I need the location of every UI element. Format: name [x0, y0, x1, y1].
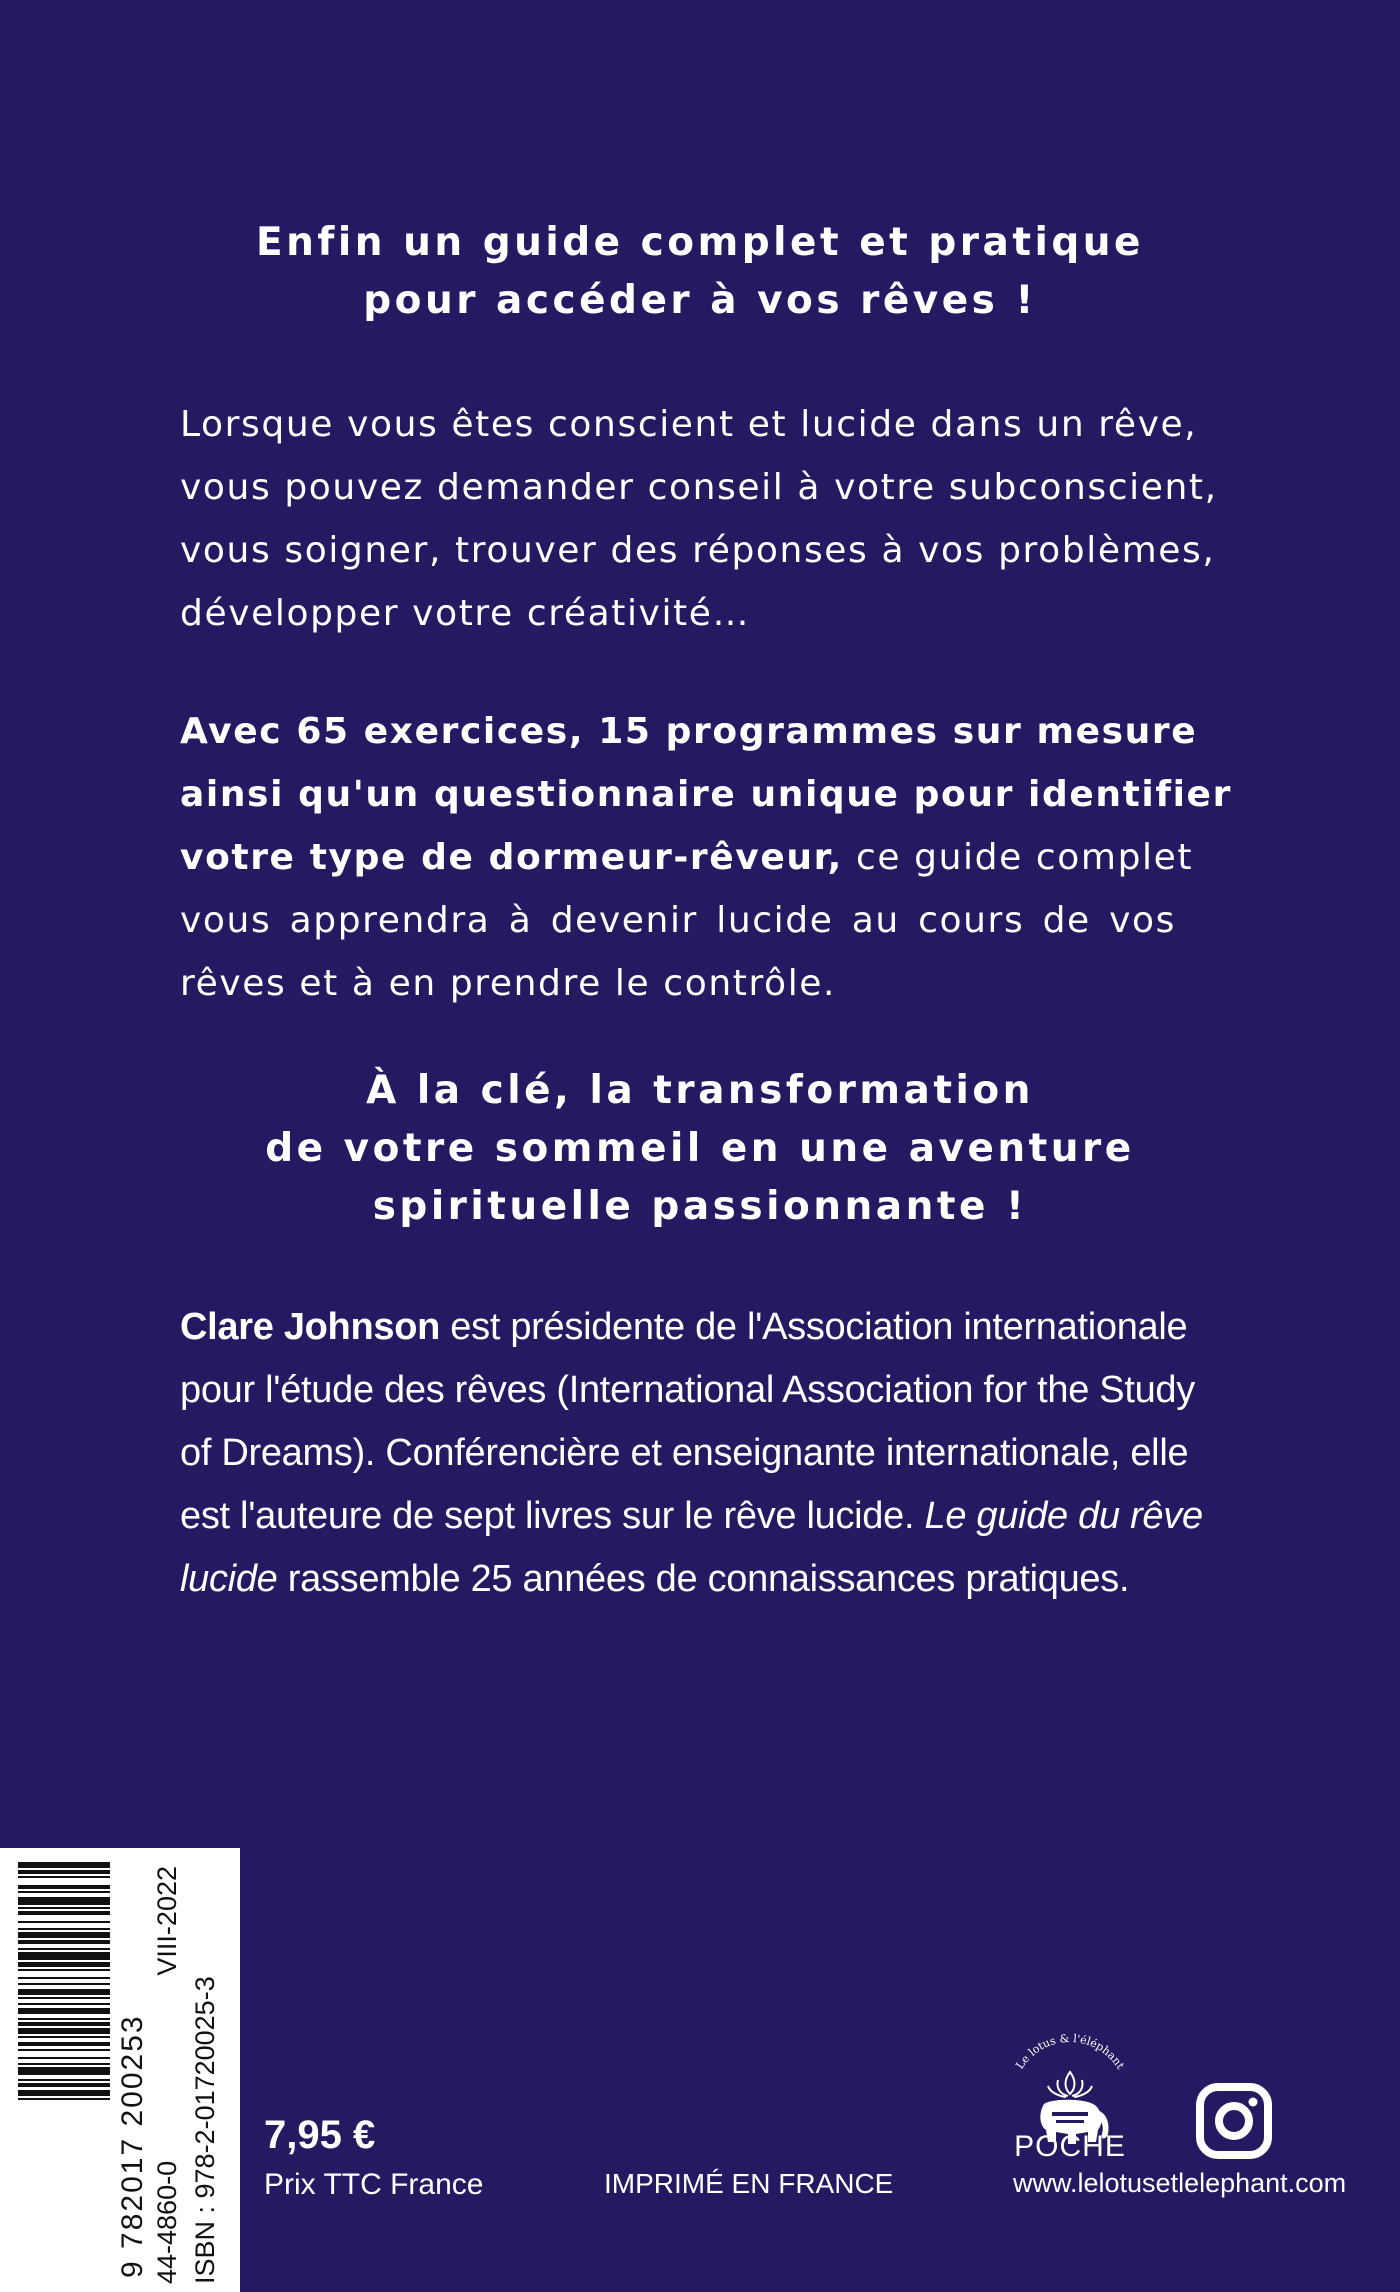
barcode-bar: [18, 2057, 110, 2059]
bio-text: est l'auteure de sept livres sur le rêve lucide.: [180, 1495, 925, 1537]
features-line: [180, 826, 1194, 889]
barcode-bar: [18, 2098, 110, 2100]
barcode-bar: [18, 2083, 110, 2087]
internal-code: 44-4860-0: [152, 2160, 182, 2284]
barcode-bar: [18, 2028, 110, 2034]
book-title: Le guide du rêve: [924, 1495, 1203, 1537]
barcode-bar: [18, 1921, 110, 1923]
barcode-bar: [18, 1911, 110, 1915]
series-label: POCHE: [1014, 2130, 1126, 2163]
price-note: Prix TTC France: [264, 2168, 484, 2201]
bio-line: [180, 1296, 1188, 1359]
barcode-bar: [18, 1940, 110, 1944]
barcode-bar: [18, 2036, 110, 2038]
headline-mid-line: spirituelle passionnante !: [372, 1184, 1028, 1229]
publisher-website[interactable]: www.lelotusetlelephant.com: [1013, 2168, 1347, 2198]
features-bold: votre type de dormeur-rêveur,: [180, 837, 843, 878]
barcode-bar: [18, 1969, 110, 1971]
barcode-bar: [18, 2022, 110, 2026]
barcode-bar: [18, 1907, 110, 1909]
bio-line: pour l'étude des rêves (International Association for the Study: [180, 1369, 1195, 1411]
barcode-bar: [18, 2079, 110, 2081]
barcode-bar: [18, 1885, 110, 1889]
author-bio: [180, 1296, 1203, 1611]
headline-mid-line: À la clé, la transformation: [366, 1068, 1034, 1113]
barcode-bar: [18, 2049, 110, 2051]
headline-mid-line: de votre sommeil en une aventure: [265, 1126, 1135, 1171]
isbn-text: ISBN : 978-2-01720025-3: [190, 1976, 220, 2284]
barcode-bar: [18, 1870, 110, 1874]
features-line: ainsi qu'un questionnaire unique pour identifier: [180, 774, 1232, 815]
barcode-bar: [18, 2090, 110, 2096]
intro-line: développer votre créativité…: [180, 593, 751, 634]
barcode-bar: [18, 2063, 110, 2065]
barcode-bar: [18, 2067, 110, 2075]
barcode-bar: [18, 1876, 110, 1878]
intro-paragraph: [180, 393, 1218, 645]
barcode-bar: [18, 1983, 110, 1985]
barcode-bar: [18, 1977, 110, 1979]
barcode-bar: [18, 1997, 110, 1999]
bio-text: est présidente de l'Association internationale: [440, 1306, 1188, 1348]
headline-mid: [0, 1062, 1400, 1236]
author-name: Clare Johnson: [180, 1306, 441, 1348]
headline-top-line: Enfin un guide complet et pratique: [256, 220, 1144, 265]
barcode-bar: [18, 2008, 110, 2014]
headline-top: [0, 214, 1400, 330]
barcode-bar: [18, 1948, 110, 1950]
features-paragraph: [180, 700, 1232, 1015]
barcode-bar: [18, 1862, 110, 1868]
features-line: Avec 65 exercices, 15 programmes sur mesure: [180, 711, 1198, 752]
intro-line: vous soigner, trouver des réponses à vos problèmes,: [180, 530, 1216, 571]
logo-text: Le lotus & l'éléphant: [1013, 2031, 1127, 2072]
barcode-bars: [18, 1862, 110, 2278]
bio-text: rassemble 25 années de connaissances pratiques.: [277, 1558, 1130, 1600]
isbn: [190, 1866, 221, 2284]
intro-line: vous pouvez demander conseil à votre subconscient,: [180, 467, 1218, 508]
printed-in: IMPRIMÉ EN FRANCE: [604, 2168, 894, 2199]
features-rest: ce guide complet: [842, 837, 1194, 878]
book-title: lucide: [180, 1558, 278, 1600]
barcode-codes: [152, 1866, 183, 2284]
barcode-bar: [18, 1932, 110, 1938]
intro-line: Lorsque vous êtes conscient et lucide dans un rêve,: [180, 404, 1198, 445]
bio-line: of Dreams). Conférencière et enseignante internationale, elle: [180, 1432, 1189, 1474]
barcode-bar: [18, 2018, 110, 2020]
barcode-bar: [18, 1989, 110, 1995]
barcode-bar: [18, 1928, 110, 1930]
barcode-bar: [18, 1952, 110, 1960]
barcode-digits: 9 782017 200253: [116, 2014, 149, 2278]
barcode-bar: [18, 1897, 110, 1905]
features-line: rêves et à en prendre le contrôle.: [180, 963, 837, 1004]
features-line: vous apprendra à devenir lucide au cours de vos: [180, 900, 1176, 941]
barcode: [0, 1848, 240, 2292]
barcode-bar: [18, 2042, 110, 2046]
instagram-icon[interactable]: [1196, 2083, 1272, 2159]
svg-text:Le lotus & l'éléphant: [1013, 2032, 1127, 2072]
bio-line: [180, 1485, 1203, 1548]
barcode-bar: [18, 2003, 110, 2005]
barcode-bar: [18, 1891, 110, 1893]
print-date: VIII-2022: [152, 1866, 182, 1976]
headline-top-line: pour accéder à vos rêves !: [363, 278, 1037, 323]
price: 7,95 €: [264, 2113, 376, 2157]
barcode-bar: [18, 1962, 110, 1966]
bio-line: [180, 1548, 1176, 1611]
